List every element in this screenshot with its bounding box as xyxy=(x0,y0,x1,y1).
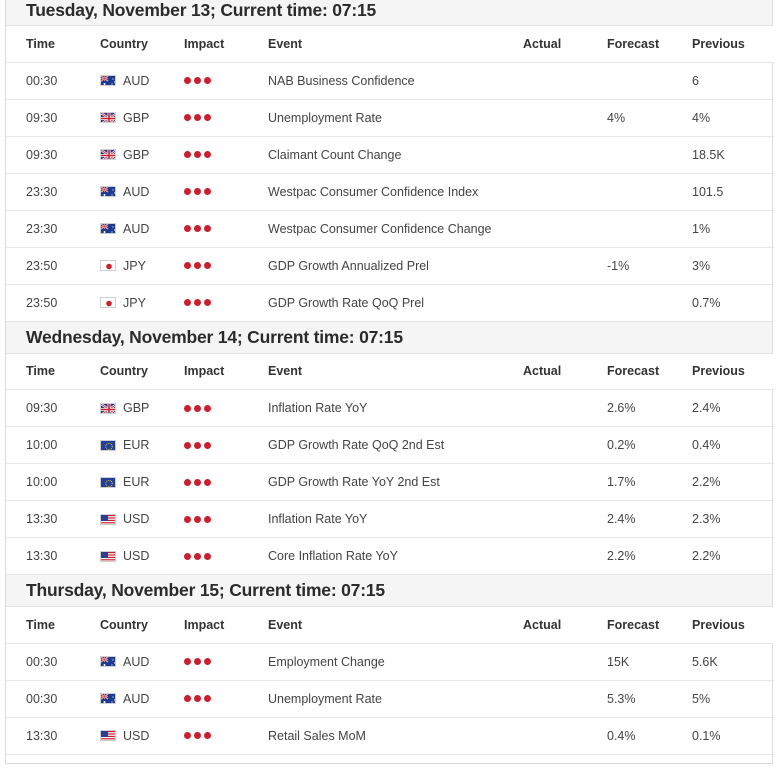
event-country-cell xyxy=(100,173,184,210)
impact-dot-icon xyxy=(194,516,201,523)
impact-dot-icon xyxy=(194,732,201,739)
event-actual xyxy=(523,62,607,99)
event-actual xyxy=(523,643,607,680)
event-actual xyxy=(523,464,607,501)
impact-dot-icon xyxy=(194,262,201,269)
event-forecast: 4% xyxy=(607,99,692,136)
event-impact xyxy=(184,247,268,284)
column-header-previous[interactable]: Previous xyxy=(692,26,774,62)
impact-dot-icon xyxy=(194,658,201,665)
japan-flag-icon xyxy=(100,297,116,308)
event-country-cell xyxy=(100,464,184,501)
impact-dot-icon xyxy=(184,695,191,702)
impact-dot-icon xyxy=(184,151,191,158)
events-table xyxy=(6,607,774,755)
event-currency: EUR xyxy=(123,438,150,452)
impact-dot-icon xyxy=(194,405,201,412)
impact-dot-icon xyxy=(194,479,201,486)
event-row[interactable] xyxy=(6,284,774,321)
impact-dot-icon xyxy=(184,479,191,486)
event-event[interactable]: Unemployment Rate xyxy=(268,680,523,717)
event-previous: 1% xyxy=(692,210,774,247)
event-currency: AUD xyxy=(123,691,150,706)
event-currency: AUD xyxy=(123,221,150,236)
event-currency: GBP xyxy=(123,110,150,125)
event-previous: 0.4% xyxy=(692,427,774,464)
column-header-forecast[interactable]: Forecast xyxy=(607,354,692,390)
column-header-forecast[interactable]: Forecast xyxy=(607,607,692,643)
impact-dot-icon xyxy=(204,405,211,412)
event-row[interactable] xyxy=(6,99,774,136)
eu-flag-icon xyxy=(100,477,116,488)
event-impact xyxy=(184,464,268,501)
uk-flag-icon xyxy=(100,149,116,160)
impact-dot-icon xyxy=(204,553,211,560)
event-time: 00:30 xyxy=(6,62,100,99)
column-header-previous[interactable]: Previous xyxy=(692,354,774,390)
impact-dot-icon xyxy=(184,188,191,195)
event-event[interactable]: Employment Change xyxy=(268,643,523,680)
event-country-cell xyxy=(100,136,184,173)
impact-dot-icon xyxy=(204,442,211,449)
australia-flag-icon xyxy=(100,186,116,197)
event-forecast: 2.2% xyxy=(607,538,692,575)
impact-dot-icon xyxy=(194,299,201,306)
event-currency: AUD xyxy=(123,654,150,669)
event-currency: USD xyxy=(123,512,150,526)
event-actual xyxy=(523,390,607,427)
event-time: 23:30 xyxy=(6,210,100,247)
event-time: 23:50 xyxy=(6,284,100,321)
event-event[interactable]: GDP Growth Annualized Prel xyxy=(268,247,523,284)
impact-dot-icon xyxy=(194,225,201,232)
event-event[interactable]: Inflation Rate YoY xyxy=(268,390,523,427)
event-forecast: -1% xyxy=(607,247,692,284)
day-title: Wednesday, November 14; Current time: 07:15 xyxy=(26,326,403,347)
event-country-cell xyxy=(100,62,184,99)
event-row[interactable] xyxy=(6,427,774,464)
impact-dot-icon xyxy=(194,442,201,449)
impact-dot-icon xyxy=(184,516,191,523)
event-row[interactable] xyxy=(6,173,774,210)
impact-dot-icon xyxy=(194,188,201,195)
event-previous: 101.5 xyxy=(692,173,774,210)
impact-dot-icon xyxy=(204,151,211,158)
event-impact xyxy=(184,284,268,321)
column-header-time[interactable]: Time xyxy=(6,26,100,62)
japan-flag-icon xyxy=(100,260,116,271)
impact-dot-icon xyxy=(204,732,211,739)
column-header-country[interactable]: Country xyxy=(100,354,184,390)
event-impact xyxy=(184,62,268,99)
event-impact xyxy=(184,501,268,538)
impact-dot-icon xyxy=(204,516,211,523)
column-header-actual[interactable]: Actual xyxy=(523,26,607,62)
event-previous: 2.3% xyxy=(692,501,774,538)
event-currency: USD xyxy=(123,728,150,743)
event-row[interactable] xyxy=(6,538,774,575)
event-actual xyxy=(523,538,607,575)
us-flag-icon xyxy=(100,730,116,741)
impact-dot-icon xyxy=(204,77,211,84)
event-currency: JPY xyxy=(123,258,146,273)
event-forecast: 15K xyxy=(607,643,692,680)
event-time: 23:30 xyxy=(6,173,100,210)
day-header xyxy=(6,322,772,354)
event-actual xyxy=(523,136,607,173)
event-previous: 5% xyxy=(692,680,774,717)
event-previous: 6 xyxy=(692,62,774,99)
event-row[interactable] xyxy=(6,717,774,754)
event-previous: 2.2% xyxy=(692,538,774,575)
event-time: 00:30 xyxy=(6,643,100,680)
impact-dot-icon xyxy=(184,114,191,121)
column-header-time[interactable]: Time xyxy=(6,354,100,390)
economic-calendar xyxy=(5,0,773,764)
impact-dot-icon xyxy=(184,405,191,412)
event-time: 13:30 xyxy=(6,501,100,538)
event-actual xyxy=(523,173,607,210)
uk-flag-icon xyxy=(100,403,116,414)
event-actual xyxy=(523,247,607,284)
australia-flag-icon xyxy=(100,656,116,667)
event-actual xyxy=(523,427,607,464)
event-country-cell xyxy=(100,643,184,680)
event-impact xyxy=(184,99,268,136)
event-row[interactable] xyxy=(6,247,774,284)
column-header-impact[interactable]: Impact xyxy=(184,354,268,390)
column-header-actual[interactable]: Actual xyxy=(523,354,607,390)
event-previous: 2.4% xyxy=(692,390,774,427)
day-header xyxy=(6,0,772,26)
event-currency: GBP xyxy=(123,401,150,415)
event-country-cell xyxy=(100,427,184,464)
event-event[interactable]: Inflation Rate YoY xyxy=(268,501,523,538)
column-header-row xyxy=(6,607,774,643)
event-forecast xyxy=(607,173,692,210)
events-table xyxy=(6,354,774,576)
event-row[interactable] xyxy=(6,464,774,501)
event-previous: 2.2% xyxy=(692,464,774,501)
event-country-cell xyxy=(100,284,184,321)
event-currency: EUR xyxy=(123,475,150,489)
event-forecast xyxy=(607,136,692,173)
column-header-impact[interactable]: Impact xyxy=(184,26,268,62)
event-currency: AUD xyxy=(123,73,150,88)
event-previous: 0.7% xyxy=(692,284,774,321)
event-country-cell xyxy=(100,210,184,247)
event-forecast xyxy=(607,284,692,321)
event-previous: 18.5K xyxy=(692,136,774,173)
event-forecast: 0.2% xyxy=(607,427,692,464)
event-impact xyxy=(184,538,268,575)
event-time: 09:30 xyxy=(6,136,100,173)
event-time: 00:30 xyxy=(6,680,100,717)
impact-dot-icon xyxy=(184,732,191,739)
impact-dot-icon xyxy=(194,77,201,84)
event-impact xyxy=(184,427,268,464)
event-time: 10:00 xyxy=(6,427,100,464)
event-row[interactable] xyxy=(6,62,774,99)
column-header-event[interactable]: Event xyxy=(268,607,523,643)
impact-dot-icon xyxy=(184,299,191,306)
event-forecast: 0.4% xyxy=(607,717,692,754)
impact-dot-icon xyxy=(184,262,191,269)
event-previous: 5.6K xyxy=(692,643,774,680)
event-impact xyxy=(184,643,268,680)
impact-dot-icon xyxy=(204,479,211,486)
day-title: Thursday, November 15; Current time: 07:15 xyxy=(26,580,385,600)
event-currency: USD xyxy=(123,549,150,563)
event-event[interactable]: GDP Growth Rate YoY 2nd Est xyxy=(268,464,523,501)
event-country-cell xyxy=(100,717,184,754)
event-time: 10:00 xyxy=(6,464,100,501)
event-time: 13:30 xyxy=(6,717,100,754)
impact-dot-icon xyxy=(204,695,211,702)
australia-flag-icon xyxy=(100,223,116,234)
event-currency: AUD xyxy=(123,184,150,199)
column-header-event[interactable]: Event xyxy=(268,354,523,390)
event-impact xyxy=(184,390,268,427)
event-row[interactable] xyxy=(6,390,774,427)
event-currency: GBP xyxy=(123,147,150,162)
event-previous: 4% xyxy=(692,99,774,136)
event-time: 09:30 xyxy=(6,390,100,427)
event-forecast: 1.7% xyxy=(607,464,692,501)
event-event[interactable]: Retail Sales MoM xyxy=(268,717,523,754)
event-forecast xyxy=(607,62,692,99)
impact-dot-icon xyxy=(204,114,211,121)
event-time: 13:30 xyxy=(6,538,100,575)
day-header xyxy=(6,575,772,607)
eu-flag-icon xyxy=(100,440,116,451)
column-header-row xyxy=(6,354,774,390)
impact-dot-icon xyxy=(194,114,201,121)
impact-dot-icon xyxy=(194,553,201,560)
event-event[interactable]: Westpac Consumer Confidence Change xyxy=(268,210,523,247)
column-header-forecast[interactable]: Forecast xyxy=(607,26,692,62)
event-country-cell xyxy=(100,538,184,575)
event-actual xyxy=(523,501,607,538)
event-impact xyxy=(184,210,268,247)
event-country-cell xyxy=(100,501,184,538)
impact-dot-icon xyxy=(184,442,191,449)
event-actual xyxy=(523,99,607,136)
australia-flag-icon xyxy=(100,693,116,704)
event-forecast xyxy=(607,210,692,247)
uk-flag-icon xyxy=(100,112,116,123)
event-row[interactable] xyxy=(6,210,774,247)
event-currency: JPY xyxy=(123,295,146,310)
event-actual xyxy=(523,284,607,321)
event-row[interactable] xyxy=(6,136,774,173)
event-impact xyxy=(184,173,268,210)
impact-dot-icon xyxy=(204,262,211,269)
column-header-event[interactable]: Event xyxy=(268,26,523,62)
impact-dot-icon xyxy=(194,151,201,158)
column-header-country[interactable]: Country xyxy=(100,607,184,643)
event-row[interactable] xyxy=(6,501,774,538)
column-header-impact[interactable]: Impact xyxy=(184,607,268,643)
column-header-time[interactable]: Time xyxy=(6,607,100,643)
impact-dot-icon xyxy=(184,77,191,84)
us-flag-icon xyxy=(100,514,116,525)
event-event[interactable]: Core Inflation Rate YoY xyxy=(268,538,523,575)
us-flag-icon xyxy=(100,551,116,562)
event-time: 09:30 xyxy=(6,99,100,136)
event-country-cell xyxy=(100,680,184,717)
event-previous: 3% xyxy=(692,247,774,284)
event-actual xyxy=(523,717,607,754)
event-impact xyxy=(184,680,268,717)
impact-dot-icon xyxy=(204,658,211,665)
event-forecast: 2.4% xyxy=(607,501,692,538)
event-country-cell xyxy=(100,247,184,284)
impact-dot-icon xyxy=(204,299,211,306)
day-title: Tuesday, November 13; Current time: 07:15 xyxy=(26,0,377,20)
column-header-row xyxy=(6,26,774,62)
event-forecast: 5.3% xyxy=(607,680,692,717)
event-forecast: 2.6% xyxy=(607,390,692,427)
event-row[interactable] xyxy=(6,643,774,680)
event-country-cell xyxy=(100,390,184,427)
event-impact xyxy=(184,717,268,754)
impact-dot-icon xyxy=(204,225,211,232)
event-country-cell xyxy=(100,99,184,136)
events-table xyxy=(6,26,774,322)
event-event[interactable]: NAB Business Confidence xyxy=(268,62,523,99)
event-actual xyxy=(523,210,607,247)
event-time: 23:50 xyxy=(6,247,100,284)
event-impact xyxy=(184,136,268,173)
event-event[interactable]: Unemployment Rate xyxy=(268,99,523,136)
event-event[interactable]: GDP Growth Rate QoQ Prel xyxy=(268,284,523,321)
column-header-country[interactable]: Country xyxy=(100,26,184,62)
australia-flag-icon xyxy=(100,75,116,86)
column-header-previous[interactable]: Previous xyxy=(692,607,774,643)
event-event[interactable]: Westpac Consumer Confidence Index xyxy=(268,173,523,210)
event-event[interactable]: GDP Growth Rate QoQ 2nd Est xyxy=(268,427,523,464)
impact-dot-icon xyxy=(184,553,191,560)
impact-dot-icon xyxy=(184,225,191,232)
event-event[interactable]: Claimant Count Change xyxy=(268,136,523,173)
impact-dot-icon xyxy=(204,188,211,195)
event-actual xyxy=(523,680,607,717)
event-previous: 0.1% xyxy=(692,717,774,754)
impact-dot-icon xyxy=(184,658,191,665)
column-header-actual[interactable]: Actual xyxy=(523,607,607,643)
impact-dot-icon xyxy=(194,695,201,702)
event-row[interactable] xyxy=(6,680,774,717)
